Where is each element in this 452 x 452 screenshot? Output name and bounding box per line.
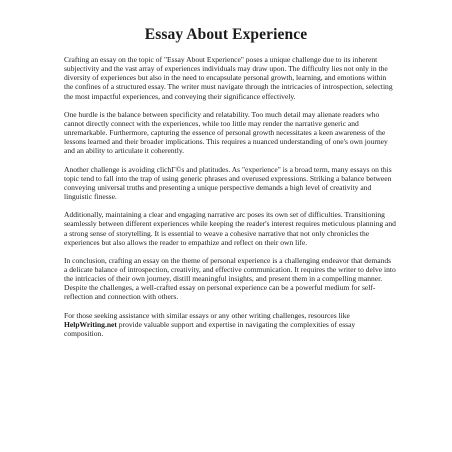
closing-text-before: For those seeking assistance with similar essays or any other writing challenges, resources like [64,310,350,320]
paragraph-closing [64,311,396,338]
closing-text-after: provide valuable support and expertise in navigating the complexities of essay composition. [64,319,356,338]
helpwriting-link[interactable]: HelpWriting.net [64,319,117,329]
essay-body [64,55,396,347]
paragraph-cliches: Another challenge is avoiding clichГ©s and platitudes. As "experience" is a broad term, many essays on this topic tend to fall into the trap of using generic phrases and overused expressions. Striking a balance between conveying universal truths and presenting a unique perspective demands a high level of creativity and linguistic finesse. [64,164,392,202]
page-title: Essay About Experience [144,26,308,43]
paragraph-narrative-arc: Additionally, maintaining a clear and engaging narrative arc poses its own set of difficulties. Transitioning seamlessly between different experiences while keeping the reader's interest requires meticulous planning and a strong sense of storytelling. It is essential to weave a cohesive narrative that not only chronicles the experiences but also allows the reader to empathize and reflect on their own life. [64,210,396,247]
paragraph-intro: Crafting an essay on the topic of "Essay About Experience" poses a unique challenge due to its inherent subjectivity and the vast array of experiences individuals may draw upon. The difficulty lies not only in the diversity of experiences but also in the need to encapsulate personal growth, learning, and emotions within the confines of a structured essay. The writer must navigate through the intricacies of introspection, selecting the most impactful experiences, and conveying their significance effectively. [64,55,393,101]
paragraph-specificity: One hurdle is the balance between specificity and relatability. Too much detail may alienate readers who cannot directly connect with the experiences, while too little may render the narrative generic and unremarkable. Furthermore, capturing the essence of personal growth necessitates a keen awareness of the lessons learned and their broader implications. This requires a nuanced understanding of one's own journey and an ability to articulate it coherently. [64,109,388,156]
paragraph-conclusion: In conclusion, crafting an essay on the theme of personal experience is a challenging endeavor that demands a delicate balance of introspection, creativity, and effective communication. It requires the writer to delve into the intricacies of their own journey, distill meaningful insights, and present them in a compelling manner. Despite the challenges, a well-crafted essay on personal experience can be a powerful medium for self-reflection and connection with others. [64,255,396,302]
